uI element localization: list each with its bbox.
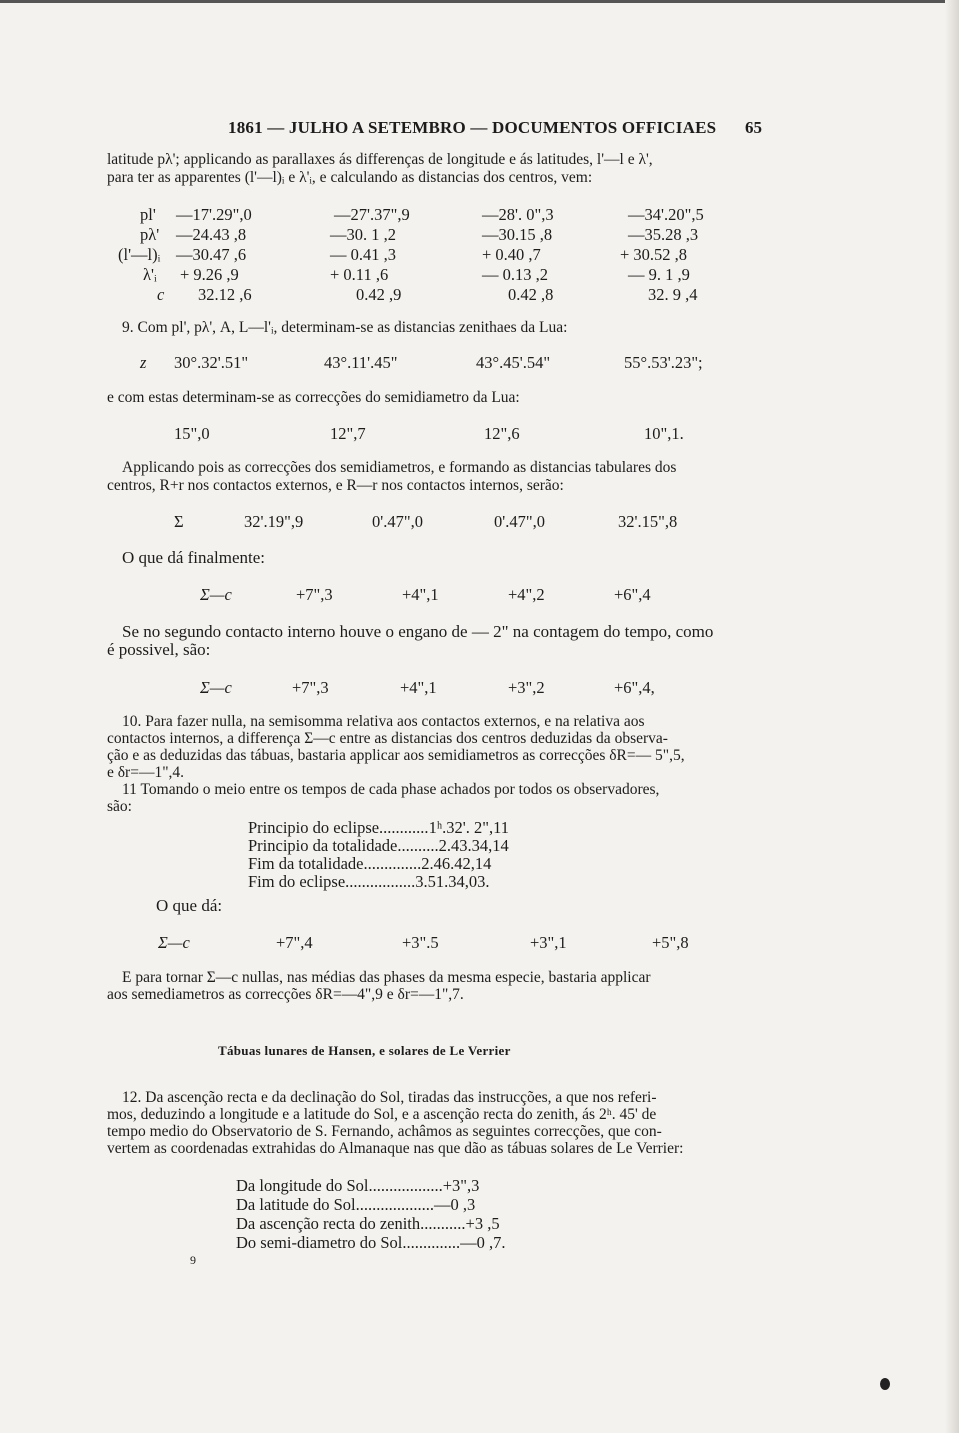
table-cell: +3".5 [402, 933, 439, 952]
table-cell: 0'.47",0 [372, 512, 423, 531]
intro-line-2: para ter as apparentes (l'—l)ᵢ e λ'ᵢ, e calculando as distancias dos centros, vem: [107, 169, 593, 186]
table-cell: 43°.11'.45" [324, 353, 398, 372]
table-cell: —30.47 ,6 [176, 245, 247, 264]
p12-line-4: vertem as coordenadas extrahidas do Almanaque nas que dão as tábuas solares de Le Verrier: [107, 1140, 684, 1157]
table-cell: 55°.53'.23"; [624, 353, 703, 372]
paragraph-9: 9. Com pl', pλ', A, L—l'ᵢ, determinam-se as distancias zenithaes da Lua: [122, 319, 568, 336]
signature-mark: 9 [190, 1253, 196, 1267]
table-cell: +3",2 [508, 678, 545, 697]
p10-line-4: e δr=—1",4. [107, 764, 185, 781]
row-label: (l'—l)ᵢ [118, 245, 161, 264]
table-cell: + 0.11 ,6 [330, 265, 389, 284]
p12-line-3: tempo medio do Observatorio de S. Fernando, achâmos as seguintes correcções, que con- [107, 1123, 662, 1140]
table-cell: + 9.26 ,9 [180, 265, 239, 284]
list-item [248, 818, 509, 838]
correction-value: +3",3 [442, 1176, 480, 1195]
table-cell: 15",0 [174, 424, 210, 443]
correction-label: Da latitude do Sol................... [236, 1195, 434, 1214]
applic-line-2: centros, R+r nos contactos externos, e R—r nos contactos internos, serão: [107, 477, 564, 494]
correction-label: Da ascenção recta do zenith........... [236, 1214, 466, 1233]
table-cell: +4",1 [402, 585, 439, 604]
row-label: z [140, 353, 147, 372]
phase-label: Principio da totalidade.......... [248, 836, 439, 855]
table-cell: — 9. 1 ,9 [628, 265, 690, 284]
table-cell: —30. 1 ,2 [330, 225, 396, 244]
p11-line-1: 11 Tomando o meio entre os tempos de cada phase achados por todos os observadores, [122, 781, 660, 798]
phase-value: 2.43.34,14 [438, 836, 509, 855]
table-cell: 0.42 ,9 [356, 285, 402, 304]
table-cell: +6",4, [614, 678, 655, 697]
table-cell: +4",2 [508, 585, 545, 604]
p10-line-3: ção e as deduzidas das tábuas, bastaria applicar aos semidiametros as correcções δR=— 5",5, [107, 747, 685, 764]
page-number: 65 [745, 118, 762, 137]
table-cell: 32'.19",9 [244, 512, 304, 531]
p10-line-1: 10. Para fazer nulla, na semisomma relativa aos contactos externos, e na relativa aos [122, 713, 645, 730]
row-label: c [157, 285, 165, 304]
phase-label: Fim do eclipse................. [248, 872, 416, 891]
correction-label: Do semi-diametro do Sol.............. [236, 1233, 461, 1252]
table-cell: — 0.13 ,2 [482, 265, 548, 284]
table-cell: —35.28 ,3 [628, 225, 699, 244]
table-cell: — 0.41 ,3 [330, 245, 396, 264]
section-title: Tábuas lunares de Hansen, e solares de Le Verrier [218, 1043, 511, 1058]
table-cell: +4",1 [400, 678, 437, 697]
applic-line-1: Applicando pois as correcções dos semidiametros, e formando as distancias tabulares dos [122, 459, 677, 476]
phase-value: 3.51.34,03. [415, 872, 490, 891]
p12-line-1: 12. Da ascenção recta e da declinação do Sol, tiradas das instrucções, a que nos referi- [122, 1089, 657, 1106]
phase-label: Principio do eclipse............ [248, 818, 429, 837]
table-cell: 12",7 [330, 424, 366, 443]
table-cell: —28'. 0",3 [482, 205, 554, 224]
error-line-1: Se no segundo contacto interno houve o engano de — 2" na contagem do tempo, como [122, 622, 714, 641]
row-label: pλ' [140, 225, 160, 244]
table-cell: + 0.40 ,7 [482, 245, 541, 264]
paragraph-9b: e com estas determinam-se as correcções do semidiametro da Lua: [107, 389, 520, 406]
finally-text: O que dá finalmente: [122, 548, 266, 567]
list-item [236, 1176, 479, 1196]
error-line-2: é possivel, são: [107, 640, 211, 659]
p12-line-2: mos, deduzindo a longitude e a latitude do Sol, e a ascenção recta do zenith, ás 2ʰ. 45' de [107, 1106, 657, 1123]
row-label: pl' [140, 205, 156, 224]
phase-label: Fim da totalidade.............. [248, 854, 422, 873]
intro-line-1: latitude pλ'; applicando as parallaxes ás differenças de longitude e ás latitudes, l'—l e λ', [107, 151, 653, 168]
correction-value: —0 ,7. [460, 1233, 506, 1252]
table-cell: 10",1. [644, 424, 684, 443]
list-item [236, 1195, 475, 1215]
p10-line-2: contactos internos, a differença Σ—c entre as distancias dos centros deduzidas da observa- [107, 730, 668, 747]
row-label: Σ—c [158, 933, 190, 952]
table-cell: 43°.45'.54" [476, 353, 551, 372]
table-cell: 32'.15",8 [618, 512, 678, 531]
table-cell: —27'.37",9 [334, 205, 410, 224]
table-cell: —24.43 ,8 [176, 225, 247, 244]
table-cell: —34'.20",5 [628, 205, 704, 224]
table-cell: —30.15 ,8 [482, 225, 553, 244]
table-cell: +7",3 [292, 678, 329, 697]
null-line-2: aos semediametros as correcções δR=—4",9 e δr=—1",7. [107, 986, 464, 1003]
table-cell: 12",6 [484, 424, 520, 443]
list-item [248, 872, 490, 892]
ink-spot [880, 1378, 890, 1390]
list-item [248, 854, 491, 874]
table-cell: 0'.47",0 [494, 512, 545, 531]
list-item [248, 836, 509, 856]
table-cell: + 30.52 ,8 [620, 245, 688, 264]
row-label: Σ—c [200, 585, 232, 604]
row-label: Σ—c [200, 678, 232, 697]
row-label: Σ [174, 512, 184, 531]
phase-value: 1ʰ.32'. 2",11 [428, 818, 509, 837]
table-cell: 32.12 ,6 [198, 285, 252, 304]
correction-value: +3 ,5 [465, 1214, 500, 1233]
scan-top-edge [0, 0, 959, 3]
table-cell: 0.42 ,8 [508, 285, 554, 304]
p11-line-2: são: [107, 798, 132, 815]
table-cell: 32. 9 ,4 [648, 285, 698, 304]
table-cell: +7",4 [276, 933, 313, 952]
list-item [236, 1233, 505, 1253]
table-cell: +7",3 [296, 585, 333, 604]
row-label: λ'ᵢ [143, 265, 157, 284]
scan-right-edge [945, 0, 959, 1433]
correction-value: —0 ,3 [433, 1195, 476, 1214]
gives-text: O que dá: [156, 896, 223, 915]
table-cell: —17'.29",0 [176, 205, 252, 224]
table-cell: +6",4 [614, 585, 651, 604]
null-line-1: E para tornar Σ—c nullas, nas médias das phases da mesma especie, bastaria applicar [122, 969, 651, 986]
correction-label: Da longitude do Sol.................. [236, 1176, 443, 1195]
table-cell: +3",1 [530, 933, 567, 952]
table-cell: 30°.32'.51" [174, 353, 249, 372]
list-item [236, 1214, 500, 1234]
table-cell: +5",8 [652, 933, 689, 952]
phase-value: 2.46.42,14 [421, 854, 492, 873]
running-header: 1861 — JULHO A SETEMBRO — DOCUMENTOS OFFICIAES [228, 118, 717, 137]
